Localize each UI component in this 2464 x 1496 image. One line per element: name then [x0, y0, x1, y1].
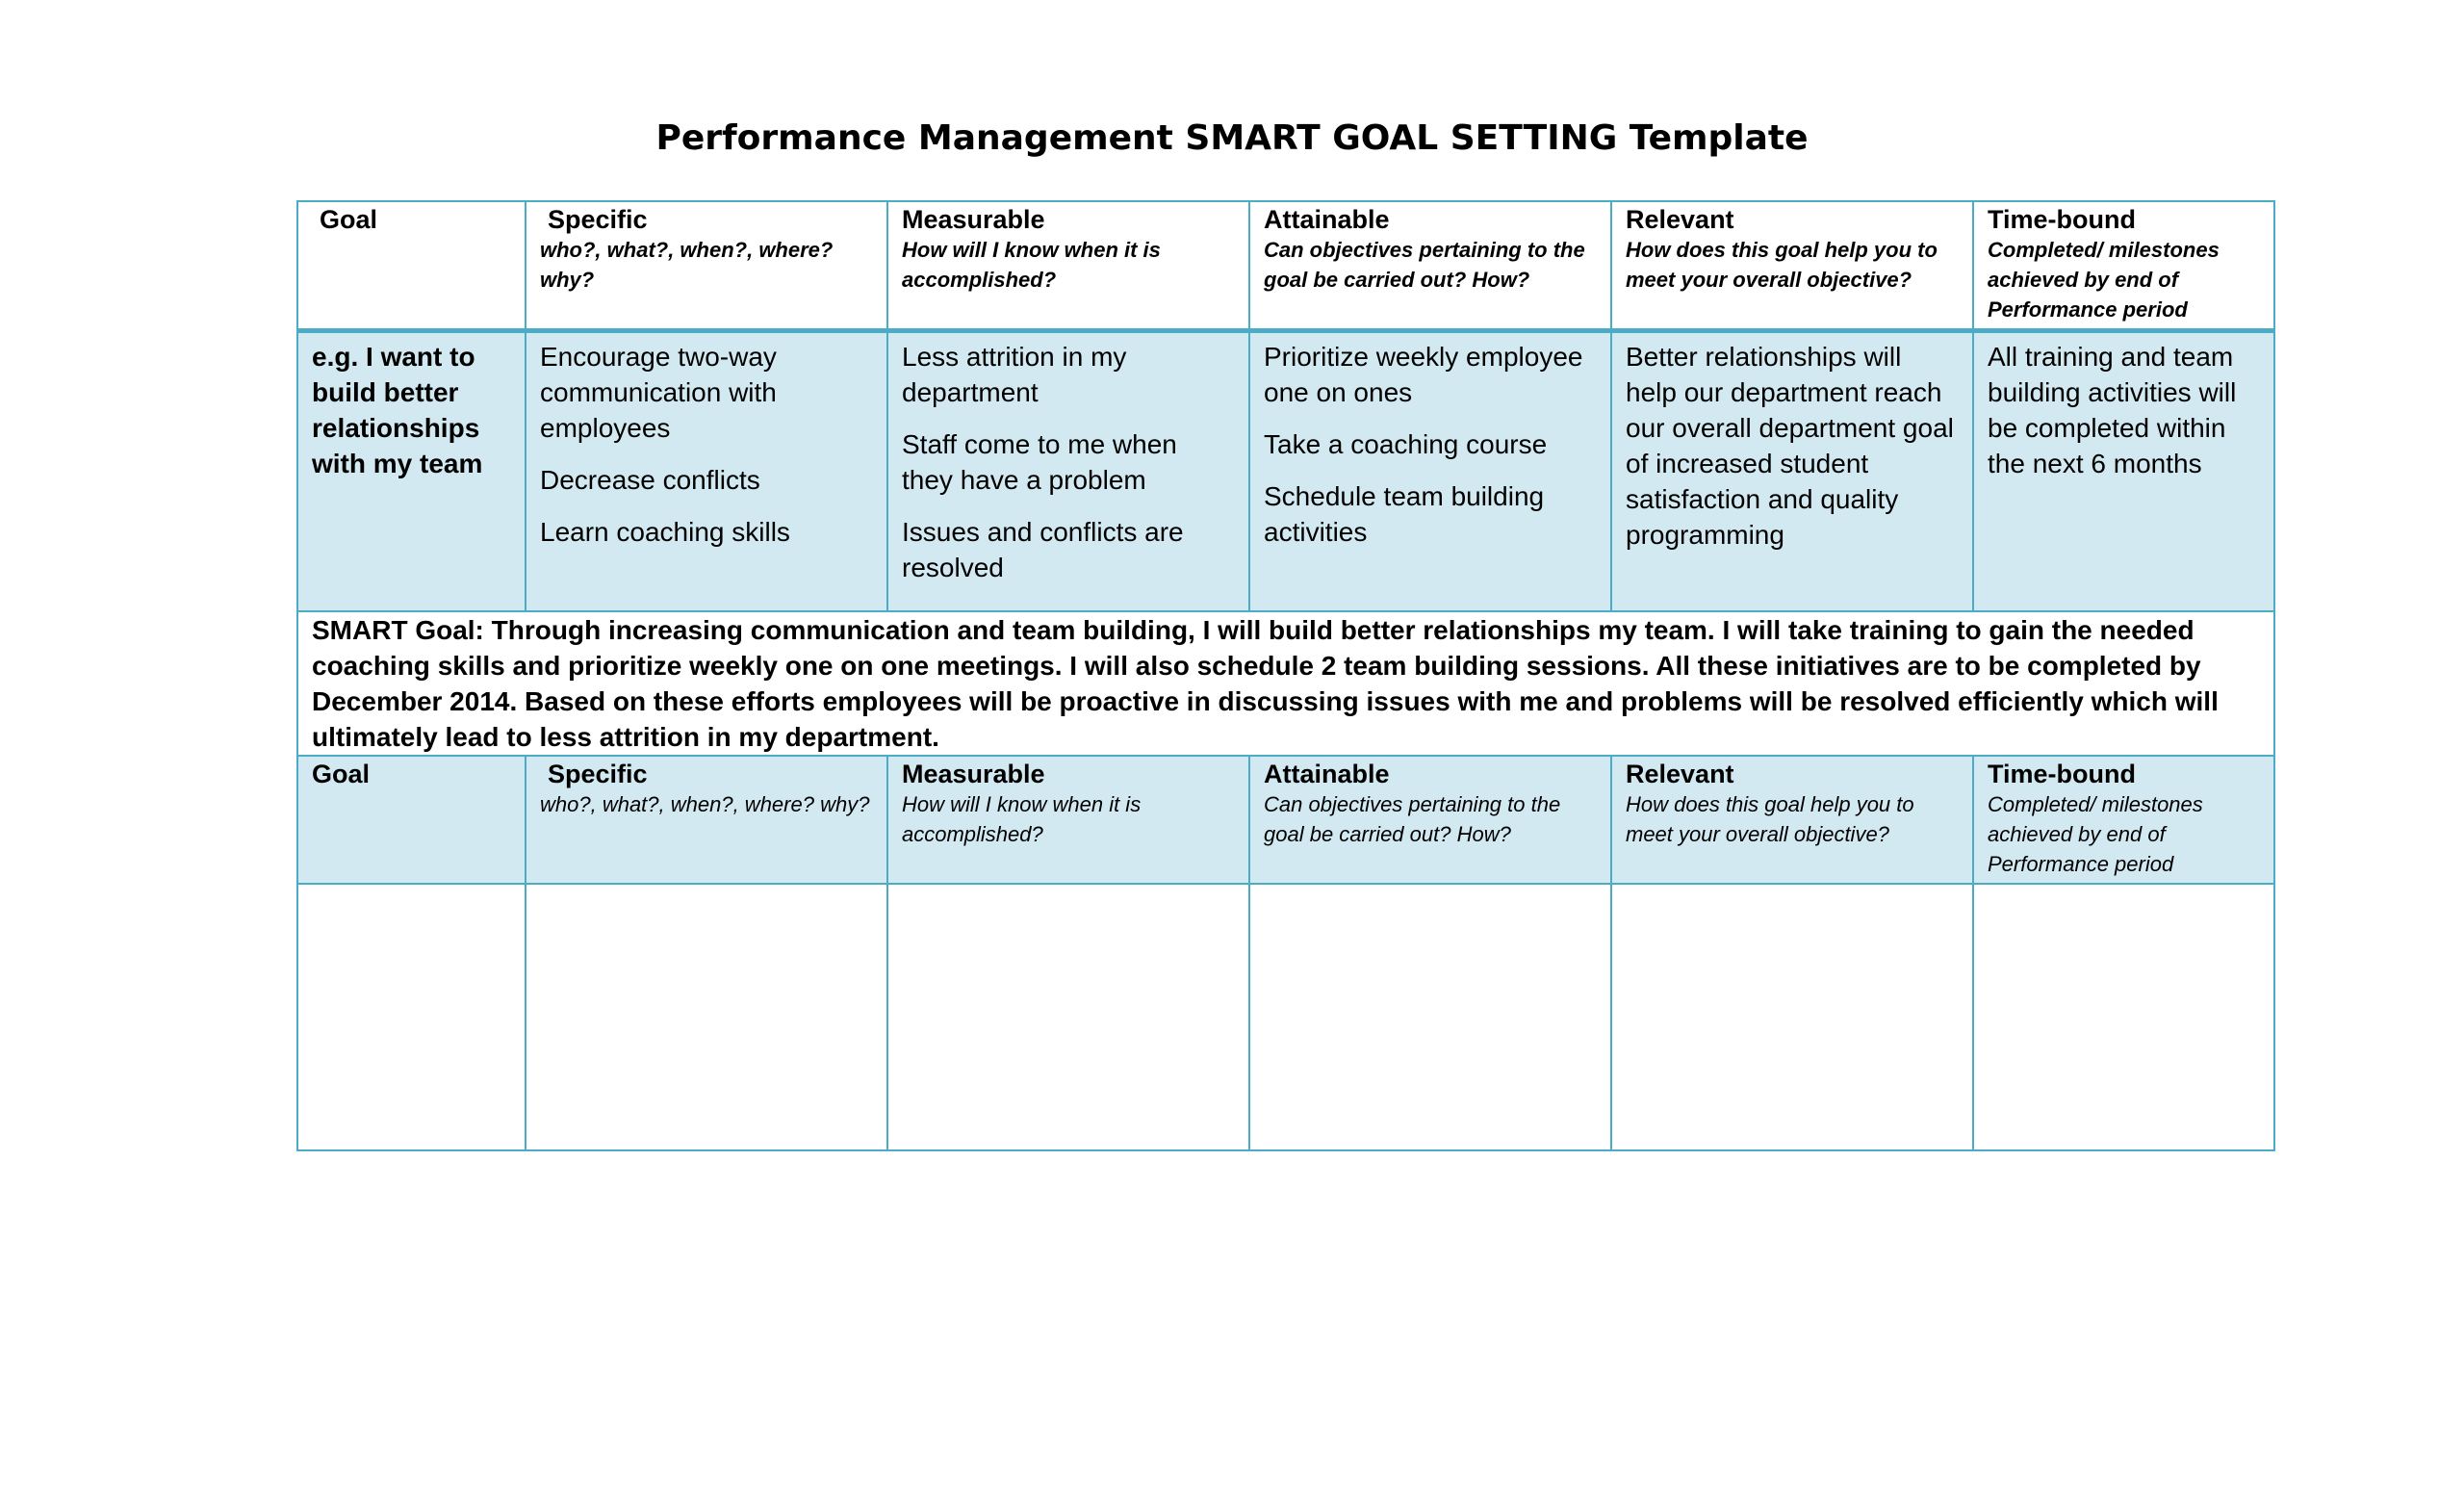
example-attainable-cell[interactable] — [1249, 330, 1611, 611]
example-relevant-item: Better relationships will help our department reach our overall department goal of increased student satisfaction and quality programming — [1626, 341, 1954, 550]
page-title: Performance Management SMART GOAL SETTING Template — [655, 118, 1809, 158]
header-timebound-cell — [1973, 201, 2274, 330]
entry-goal-cell[interactable] — [297, 884, 526, 1150]
header-row-2 — [297, 756, 2274, 884]
header2-goal-title: Goal — [312, 760, 371, 788]
example-row — [297, 330, 2274, 611]
header-timebound-title: Time-bound — [1988, 205, 2136, 234]
example-goal-cell[interactable] — [297, 330, 526, 611]
example-timebound-cell[interactable] — [1973, 330, 2274, 611]
entry-row — [297, 884, 2274, 1150]
header2-relevant-hint: How does this goal help you to meet your overall objective? — [1626, 792, 1914, 846]
example-measurable-item: Less attrition in my department — [902, 341, 1127, 407]
entry-specific-cell[interactable] — [526, 884, 887, 1150]
header2-attainable-title: Attainable — [1264, 760, 1390, 788]
entry-timebound-cell[interactable] — [1973, 884, 2274, 1150]
header2-specific-cell — [526, 756, 887, 884]
smart-goal-table — [296, 200, 2275, 1151]
header-measurable-title: Measurable — [902, 205, 1045, 234]
example-attainable-item: Schedule team building activities — [1264, 480, 1545, 547]
header2-measurable-title: Measurable — [902, 760, 1045, 788]
example-goal-text: e.g. I want to build better relationships with my team — [312, 341, 483, 478]
header-row — [297, 201, 2274, 330]
example-measurable-item: Staff come to me when they have a problem — [902, 428, 1177, 495]
header2-timebound-title: Time-bound — [1988, 760, 2136, 788]
example-relevant-cell[interactable] — [1611, 330, 1973, 611]
example-specific-item: Encourage two-way communication with employees — [540, 341, 777, 443]
smart-goal-statement: SMART Goal: Through increasing communication and team building, I will build better relationships my team. I will take training to gain the needed coaching skills and prioritize weekly one on one meetings. I will also schedule 2 team building sessions. All these initiatives are to be completed by December 2014. Based on these efforts employees will be proactive in discussing issues with me and problems will be resolved efficiently which will ultimately lead to less attrition in my department. — [312, 615, 2219, 752]
entry-measurable-cell[interactable] — [887, 884, 1249, 1150]
header-specific-hint: who?, what?, when?, where? why? — [540, 238, 834, 292]
header-attainable-title: Attainable — [1264, 205, 1390, 234]
header-attainable-hint: Can objectives pertaining to the goal be carried out? How? — [1264, 238, 1585, 292]
header2-measurable-hint: How will I know when it is accomplished? — [902, 792, 1142, 846]
smart-goal-cell[interactable] — [297, 611, 2274, 756]
header-relevant-hint: How does this goal help you to meet your overall objective? — [1626, 238, 1938, 292]
entry-relevant-cell[interactable] — [1611, 884, 1973, 1150]
header-timebound-hint: Completed/ milestones achieved by end of Performance period — [1988, 238, 2220, 322]
example-attainable-item: Prioritize weekly employee one on ones — [1264, 341, 1583, 407]
header2-measurable-cell — [887, 756, 1249, 884]
example-specific-cell[interactable] — [526, 330, 887, 611]
header-measurable-cell — [887, 201, 1249, 330]
smart-goal-row — [297, 611, 2274, 756]
example-timebound-item: All training and team building activities will be completed within the next 6 months — [1988, 341, 2237, 478]
header2-timebound-cell — [1973, 756, 2274, 884]
header2-attainable-hint: Can objectives pertaining to the goal be carried out? How? — [1264, 792, 1561, 846]
header2-specific-hint: who?, what?, when?, where? why? — [540, 792, 870, 816]
example-attainable-item: Take a coaching course — [1264, 428, 1548, 459]
entry-attainable-cell[interactable] — [1249, 884, 1611, 1150]
header2-relevant-cell — [1611, 756, 1973, 884]
header-relevant-title: Relevant — [1626, 205, 1734, 234]
header-measurable-hint: How will I know when it is accomplished? — [902, 238, 1161, 292]
header-specific-title: Specific — [548, 205, 648, 234]
header2-specific-title: Specific — [548, 760, 648, 788]
header-specific-cell — [526, 201, 887, 330]
header-goal-title: Goal — [320, 205, 378, 234]
example-specific-item: Learn coaching skills — [540, 516, 790, 547]
header2-attainable-cell — [1249, 756, 1611, 884]
header-goal-cell — [297, 201, 526, 330]
header-relevant-cell — [1611, 201, 1973, 330]
example-measurable-item: Issues and conflicts are resolved — [902, 516, 1184, 582]
header2-relevant-title: Relevant — [1626, 760, 1734, 788]
header2-timebound-hint: Completed/ milestones achieved by end of Performance period — [1988, 792, 2203, 876]
header-attainable-cell — [1249, 201, 1611, 330]
example-specific-item: Decrease conflicts — [540, 464, 760, 495]
example-measurable-cell[interactable] — [887, 330, 1249, 611]
header2-goal-cell — [297, 756, 526, 884]
